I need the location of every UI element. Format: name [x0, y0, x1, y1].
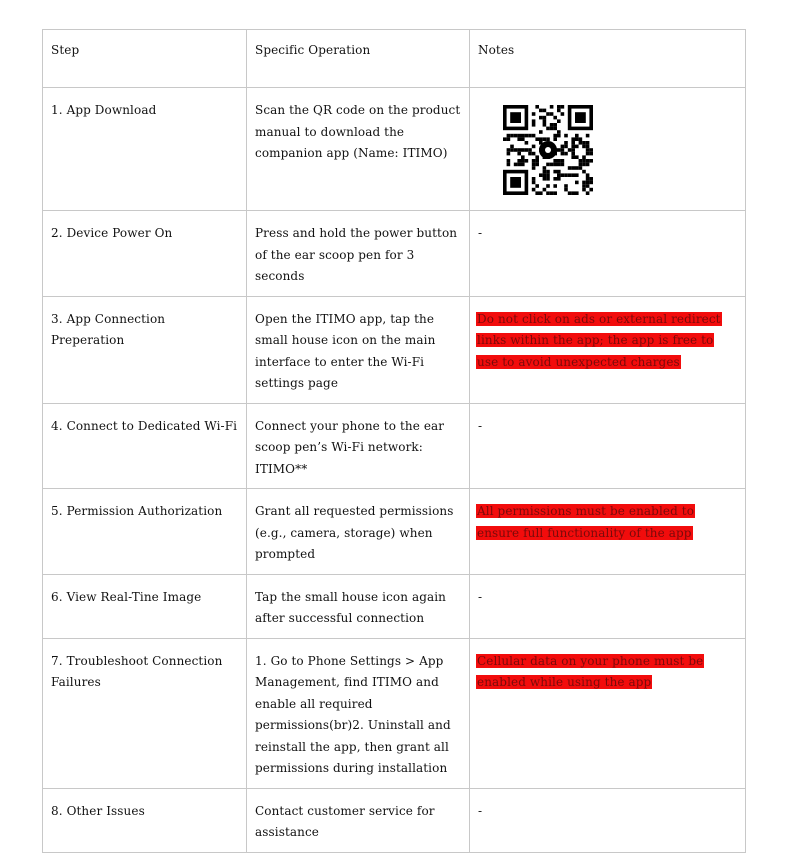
notes-cell: -: [470, 211, 746, 297]
table-header-row: [43, 30, 746, 88]
header-step: Step: [43, 30, 247, 88]
step-cell: 6. View Real-Tine Image: [43, 574, 247, 638]
operation-cell: Grant all requested permissions (e.g., camera, storage) when prompted: [247, 489, 470, 575]
operation-cell: 1. Go to Phone Settings > App Management, find ITIMO and enable all required permissions(br)2. Uninstall and reinstall the app, then grant all permissions during installation: [247, 638, 470, 788]
instructions-table: [42, 29, 746, 853]
table-row: [43, 211, 746, 297]
notes-cell: [470, 638, 746, 788]
notes-cell: -: [470, 574, 746, 638]
operation-cell: Tap the small house icon again after successful connection: [247, 574, 470, 638]
operation-cell: Open the ITIMO app, tap the small house icon on the main interface to enter the Wi-Fi settings page: [247, 296, 470, 403]
notes-cell: -: [470, 403, 746, 489]
step-cell: 3. App Connection Preperation: [43, 296, 247, 403]
operation-cell: Connect your phone to the ear scoop pen’s Wi-Fi network: ITIMO**: [247, 403, 470, 489]
table-row: [43, 638, 746, 788]
step-cell: 4. Connect to Dedicated Wi-Fi: [43, 403, 247, 489]
step-cell: 7. Troubleshoot Connection Failures: [43, 638, 247, 788]
highlighted-note: Cellular data on your phone must be enabled while using the app: [477, 653, 704, 689]
step-cell: 2. Device Power On: [43, 211, 247, 297]
notes-cell: [470, 88, 746, 211]
table-row: [43, 489, 746, 575]
qr-code-image: [502, 104, 614, 196]
table-row: [43, 403, 746, 489]
table-row: [43, 574, 746, 638]
header-notes: Notes: [470, 30, 746, 88]
highlighted-note: All permissions must be enabled to ensure full functionality of the app: [477, 504, 695, 540]
operation-cell: Contact customer service for assistance: [247, 788, 470, 852]
table-row: [43, 788, 746, 852]
table-row: [43, 296, 746, 403]
header-specific-operation: Specific Operation: [247, 30, 470, 88]
step-cell: 1. App Download: [43, 88, 247, 211]
qr-code-icon: [502, 104, 614, 196]
notes-cell: [470, 296, 746, 403]
operation-cell: Scan the QR code on the product manual to download the companion app (Name: ITIMO): [247, 88, 470, 211]
step-cell: 5. Permission Authorization: [43, 489, 247, 575]
table-row: [43, 88, 746, 211]
notes-cell: -: [470, 788, 746, 852]
highlighted-note: Do not click on ads or external redirect links within the app; the app is free to use to avoid unexpected charges: [477, 311, 721, 369]
step-cell: 8. Other Issues: [43, 788, 247, 852]
notes-cell: [470, 489, 746, 575]
operation-cell: Press and hold the power button of the ear scoop pen for 3 seconds: [247, 211, 470, 297]
